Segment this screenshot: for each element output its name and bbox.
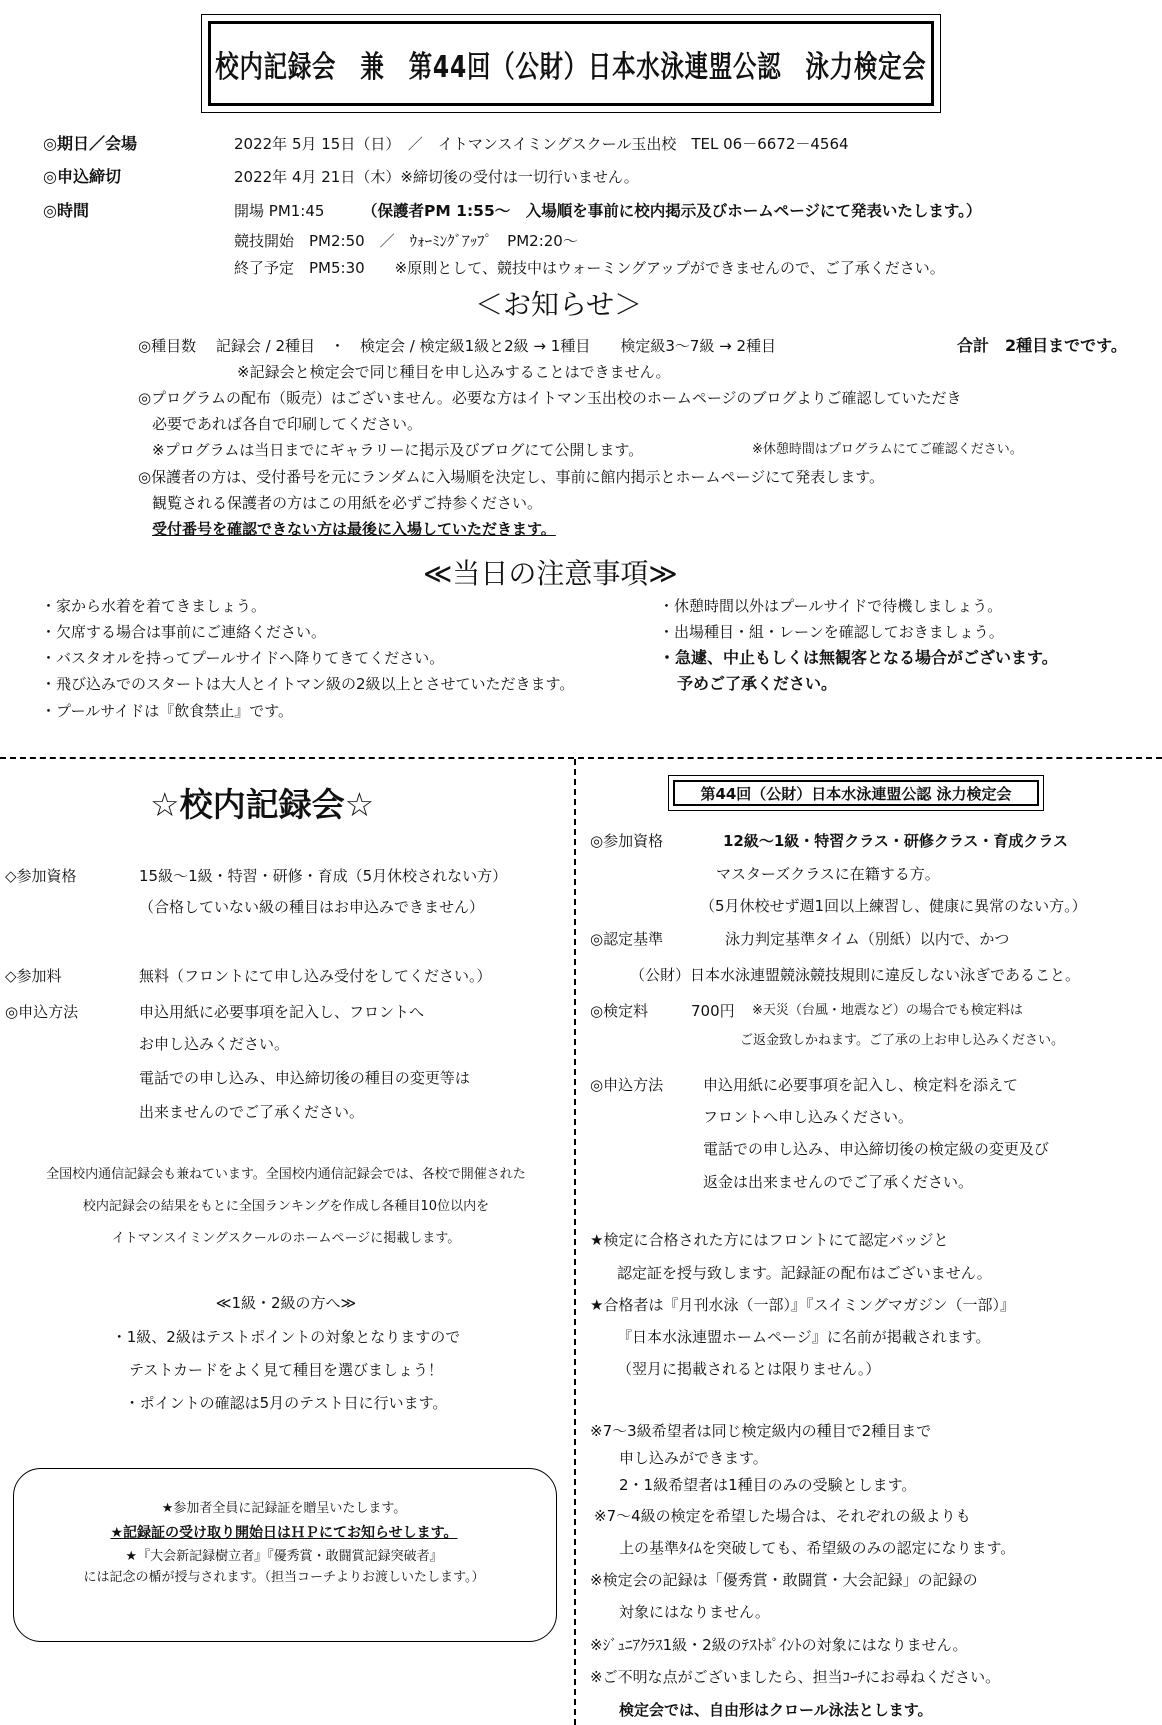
caution-right-4: 予めご了承ください。	[677, 674, 838, 693]
record-qual-value: 15級～1級・特習・研修・育成（5月休校されない方）	[139, 867, 508, 885]
time-open-note: （保護者PM 1:55～ 入場順を事前に校内掲示及びホームページにて発表いたします。）	[362, 202, 982, 220]
kentei-pass-line-2: 認定証を授与致します。記録証の配布はございません。	[617, 1264, 992, 1282]
time-start: 競技開始 PM2:50 ／ ｳｫｰﾐﾝｸﾞｱｯﾌﾟ PM2:20～	[234, 232, 578, 250]
notice-line-1: ◎種目数 記録会 / 2種目 ・ 検定会 / 検定級1級と2級 → 1種目 検定級3～7級 → 2種目	[138, 337, 777, 355]
kentei-std-label: ◎認定基準	[590, 930, 664, 948]
record-apply-line-1: 申込用紙に必要事項を記入し、フロントへ	[139, 1003, 425, 1021]
kentei-qual-line-3: （5月休校せず週1回以上練習し、健康に異常のない方。）	[700, 897, 1087, 915]
kentei-pass-line-5: （翌月に掲載されるとは限りません。）	[617, 1360, 881, 1378]
kentei-rule-2: 申し込みができます。	[619, 1449, 768, 1467]
national-line-1: 全国校内通信記録会も兼ねています。全国校内通信記録会では、各校で開催された	[46, 1167, 526, 1182]
kentei-qual-line-2: マスターズクラスに在籍する方。	[716, 865, 940, 883]
time-label: ◎時間	[43, 201, 89, 220]
horizontal-divider	[0, 757, 1162, 759]
notice-line-5: ※プログラムは当日までにギャラリーに掲示及びブログにて公開します。	[152, 441, 644, 459]
kentei-rule-9: ※ご不明な点がございましたら、担当ｺｰﾁにお尋ねください。	[590, 1668, 1001, 1686]
date-value: 2022年 5月 15日（日） ／ イトマンスイミングスクール玉出校 TEL 06－6672－4564	[234, 135, 849, 153]
title-frame	[201, 14, 941, 113]
kentei-rule-3: 2・1級希望者は1種目のみの受験とします。	[619, 1476, 917, 1494]
kentei-apply-line-1: 申込用紙に必要事項を記入し、検定料を添えて	[703, 1076, 1019, 1094]
caution-right-2: ・出場種目・組・レーンを確認しておきましょう。	[659, 623, 1004, 641]
caution-right-1: ・休憩時間以外はプールサイドで待機しましょう。	[659, 597, 1003, 615]
kentei-apply-label: ◎申込方法	[590, 1076, 664, 1094]
caution-left-2: ・欠席する場合は事前にご連絡ください。	[41, 623, 327, 641]
record-qual-label: ◇参加資格	[5, 867, 77, 885]
record-fee-value: 無料（フロントにて申し込み受付をしてください。）	[139, 967, 492, 985]
record-qual-note: （合格していない級の種目はお申込みできません）	[139, 898, 485, 916]
deadline-value: 2022年 4月 21日（木）※締切後の受付は一切行いません。	[234, 168, 639, 186]
kentei-pass-line-1: ★検定に合格された方にはフロントにて認定バッジと	[590, 1231, 949, 1249]
caution-left-3: ・バスタオルを持ってプールサイドへ降りてきてください。	[41, 649, 445, 667]
kentei-pass-line-4: 『日本水泳連盟ホームページ』に名前が掲載されます。	[617, 1328, 991, 1346]
record-apply-line-2: お申し込みください。	[139, 1035, 290, 1053]
caution-left-4: ・飛び込みでのスタートは大人とイトマン級の2級以上とさせていただきます。	[41, 675, 575, 693]
record-fee-label: ◇参加料	[5, 967, 62, 985]
notice-line-2: ※記録会と検定会で同じ種目を申し込みすることはできません。	[237, 363, 671, 381]
kentei-rule-5: 上の基準ﾀｲﾑを突破しても、希望級のみの認定になります。	[619, 1539, 1016, 1557]
kentei-apply-line-4: 返金は出来ませんのでご了承ください。	[703, 1173, 974, 1191]
kentei-fee-note-1: ※天災（台風・地震など）の場合でも検定料は	[752, 1003, 1023, 1018]
certificate-line-4: には記念の楯が授与されます。（担当コーチよりお渡しいたします。）	[83, 1570, 485, 1585]
notice-total: 合計 2種目までです。	[957, 336, 1127, 355]
kentei-qual-label: ◎参加資格	[590, 832, 664, 850]
class12-line-1: ・1級、2級はテストポイントの対象となりますので	[111, 1328, 461, 1346]
certificate-line-3: ★『大会新記録樹立者』『優秀賞・敢闘賞記録突破者』	[125, 1549, 443, 1564]
caution-left-5: ・プールサイドは『飲食禁止』です。	[41, 702, 294, 720]
record-heading: ☆校内記録会☆	[150, 785, 375, 824]
notice-line-6: ◎保護者の方は、受付番号を元にランダムに入場順を決定し、事前に館内掲示とホームページにて発表します。	[138, 468, 884, 486]
kentei-fee-label: ◎検定料	[590, 1002, 649, 1020]
time-open: 開場 PM1:45	[234, 202, 325, 220]
kentei-heading-frame	[668, 775, 1044, 811]
kentei-qual-value: 12級～1級・特習クラス・研修クラス・育成クラス	[723, 832, 1068, 850]
notice-line-7: 観覧される保護者の方はこの用紙を必ずご持参ください。	[152, 494, 543, 512]
national-line-3: イトマンスイミングスクールのホームページに掲載します。	[111, 1231, 461, 1246]
kentei-apply-line-3: 電話での申し込み、申込締切後の検定級の変更及び	[703, 1140, 1049, 1158]
kentei-rule-7: 対象にはなりません。	[619, 1603, 770, 1621]
notice-line-3: ◎プログラムの配布（販売）はございません。必要な方はイトマン玉出校のホームページのブログよりご確認していただき	[138, 389, 962, 407]
class12-line-2: テストカードをよく見て種目を選びましょう！	[129, 1361, 443, 1379]
cautions-heading: ≪当日の注意事項≫	[423, 557, 678, 590]
kentei-std-value: 泳力判定基準タイム（別紙）以内で、かつ	[725, 930, 1010, 948]
kentei-heading: 第44回（公財）日本水泳連盟公認 泳力検定会	[673, 780, 1039, 806]
kentei-rule-1: ※7～3級希望者は同じ検定級内の種目で2種目まで	[590, 1422, 932, 1440]
national-line-2: 校内記録会の結果をもとに全国ランキングを作成し各種目10位以内を	[82, 1199, 490, 1214]
kentei-fee-note-2: ご返金致しかねます。ご了承の上お申し込みください。	[740, 1033, 1064, 1048]
kentei-pass-line-3: ★合格者は『月刊水泳（一部）』『スイミングマガジン（一部）』	[590, 1296, 1015, 1314]
kentei-apply-line-2: フロントへ申し込みください。	[703, 1108, 914, 1126]
kentei-rule-8: ※ｼﾞｭﾆｱｸﾗｽ1級・2級のﾃｽﾄﾎﾟｲﾝﾄの対象にはなりません。	[590, 1636, 968, 1654]
notice-heading: ＜お知らせ＞	[475, 288, 643, 321]
kentei-std-line-2: （公財）日本水泳連盟競泳競技規則に違反しない泳ぎであること。	[630, 966, 1081, 984]
certificate-line-1: ★参加者全員に記録証を贈呈いたします。	[161, 1501, 407, 1516]
class12-heading: ≪1級・2級の方へ≫	[215, 1294, 357, 1312]
time-end: 終了予定 PM5:30 ※原則として、競技中はウォーミングアップができませんので、ご了承ください。	[234, 259, 945, 277]
record-apply-line-3: 電話での申し込み、申込締切後の種目の変更等は	[139, 1069, 470, 1087]
record-apply-line-4: 出来ませんのでご了承ください。	[139, 1103, 365, 1121]
title-inner-frame	[208, 21, 934, 106]
page-title: 校内記録会 兼 第44回（公財）日本水泳連盟公認 泳力検定会	[215, 49, 927, 85]
notice-line-8: 受付番号を確認できない方は最後に入場していただきます。	[152, 520, 556, 538]
caution-right-3: ・急遽、中止もしくは無観客となる場合がございます。	[659, 648, 1058, 667]
kentei-rule-10: 検定会では、自由形はクロール泳法とします。	[619, 1701, 933, 1719]
kentei-fee-value: 700円	[691, 1002, 735, 1020]
notice-line-4: 必要であれば各自で印刷してください。	[152, 415, 423, 433]
kentei-rule-4: ※7～4級の検定を希望した場合は、それぞれの級よりも	[594, 1507, 971, 1525]
caution-left-1: ・家から水着を着てきましょう。	[41, 597, 267, 615]
date-label: ◎期日／会場	[43, 134, 137, 153]
class12-line-3: ・ポイントの確認は5月のテスト日に行います。	[124, 1394, 448, 1412]
kentei-rule-6: ※検定会の記録は「優秀賞・敢闘賞・大会記録」の記録の	[590, 1571, 978, 1589]
certificate-line-2: ★記録証の受け取り開始日はＨＰにてお知らせします。	[110, 1525, 458, 1541]
vertical-divider	[574, 759, 576, 1725]
record-apply-label: ◎申込方法	[5, 1003, 79, 1021]
deadline-label: ◎申込締切	[43, 167, 121, 186]
notice-line-5-note: ※休憩時間はプログラムにてご確認ください。	[752, 442, 1023, 457]
